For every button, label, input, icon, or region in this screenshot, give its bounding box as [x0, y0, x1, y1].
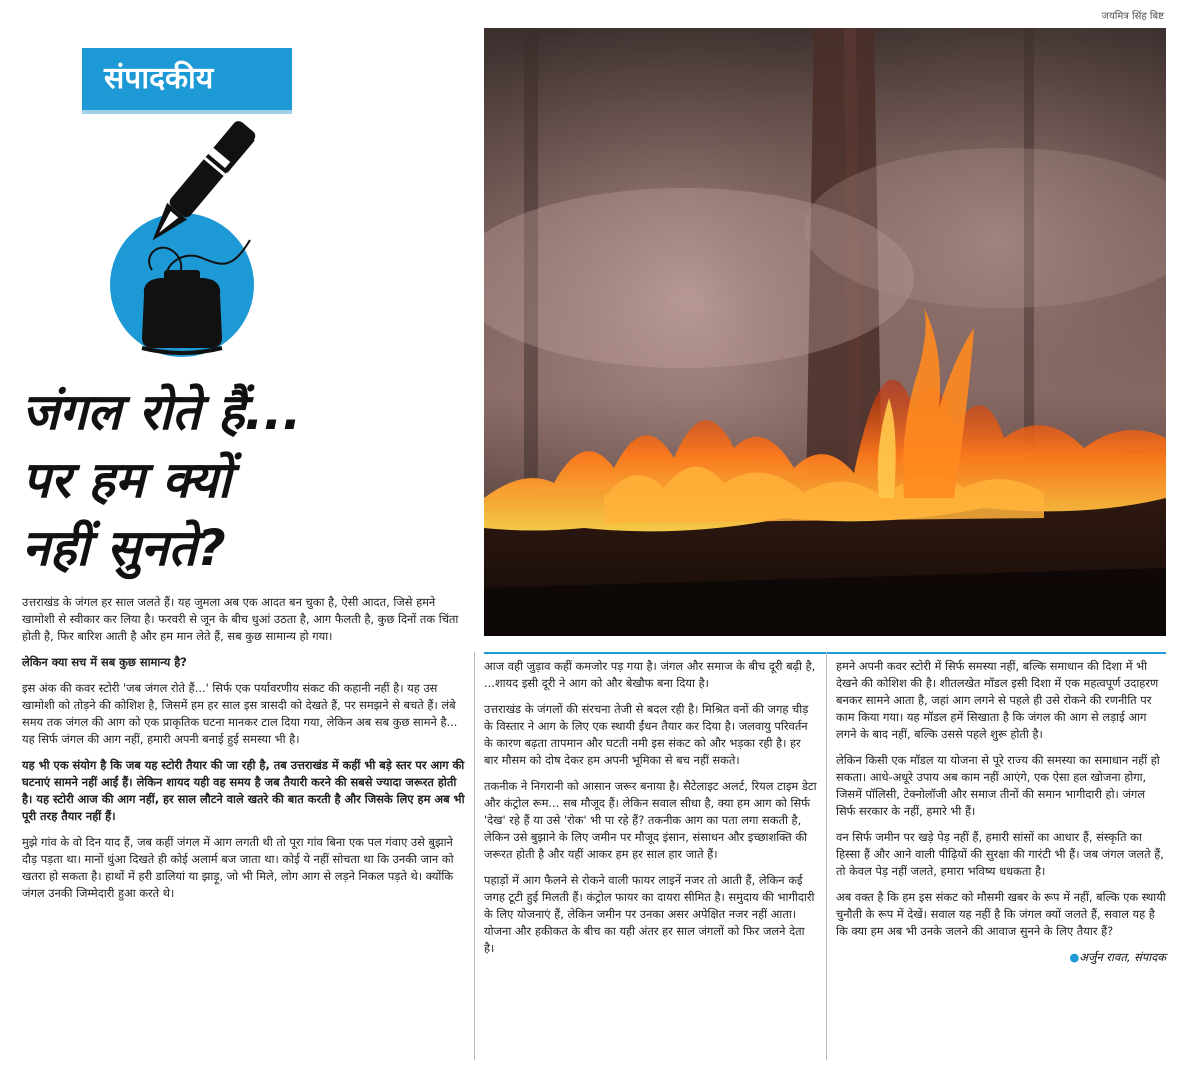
paragraph: उत्तराखंड के जंगल हर साल जलते हैं। यह जुमला अब एक आदत बन चुका है, ऐसी आदत, जिसे हमने खामोशी से स्वीकार कर लिया है। फरवरी से जून के बीच धुआं उठता है, आग फैलती है, कुछ दिनों तक चिंता होती है, फिर बारिश आती है और हम मान लेते हैं, सब कुछ सामान्य हो गया।	[22, 595, 459, 643]
paragraph-question: लेकिन क्या सच में सब कुछ सामान्य है?	[22, 655, 187, 669]
article-column-3	[836, 658, 1166, 966]
article-column-1	[22, 594, 468, 911]
paragraph: अब वक्त है कि हम इस संकट को मौसमी खबर के रूप में नहीं, बल्कि एक स्थायी चुनौती के रूप में देखें। सवाल यह नहीं है कि जंगल क्यों जलते हैं, सवाल यह है कि क्या हम अब भी उनके जलने की आवाज सुनने के लिए तैयार हैं?	[836, 890, 1166, 938]
paragraph: तकनीक ने निगरानी को आसान जरूर बनाया है। सैटेलाइट अलर्ट, रियल टाइम डेटा और कंट्रोल रूम... सब मौजूद हैं। लेकिन सवाल सीधा है, क्या हम आग को सिर्फ 'देख' रहे हैं या उसे 'रोक' भी पा रहे हैं? तकनीक आग का पता लगा सकती है, लेकिन उसे बुझाने के लिए जमीन पर मौजूद इंसान, संसाधन और इच्छाशक्ति की जरूरत होती है और यहीं आकर हम हर साल हार जाते हैं।	[484, 779, 817, 861]
paragraph: वन सिर्फ जमीन पर खड़े पेड़ नहीं हैं, हमारी सांसों का आधार हैं, संस्कृति का हिस्सा हैं और आने वाली पीढ़ियों की सुरक्षा की गारंटी भी हैं। जब जंगल जलते हैं, तो केवल पेड़ नहीं जलते, हमारा भविष्य धधकता है।	[836, 830, 1164, 878]
paragraph: लेकिन किसी एक मॉडल या योजना से पूरे राज्य की समस्या का समाधान नहीं हो सकता। आधे-अधूरे उपाय अब काम नहीं आएंगे, एक ऐसा हल खोजना होगा, जिसमें पॉलिसी, टेक्नोलॉजी और समाज तीनों की समान भागीदारी हो। जंगल सिर्फ सरकार के नहीं, हमारे भी हैं।	[836, 753, 1160, 818]
article-column-2	[484, 658, 818, 966]
columns-top-rule	[484, 652, 1166, 654]
section-label-underline	[82, 110, 292, 114]
signature-text: अर्जुन रावत, संपादक	[1079, 950, 1166, 964]
paragraph: हमने अपनी कवर स्टोरी में सिर्फ समस्या नहीं, बल्कि समाधान की दिशा में भी देखने की कोशिश की है। शीतलखेत मॉडल इसी दिशा में एक महत्वपूर्ण उदाहरण बनकर सामने आता है, जहां आग लगने से पहले ही उसे रोकने की रणनीति पर काम किया गया। यह मॉडल हमें सिखाता है कि जंगल की आग से लड़ाई आग लगने के बाद नहीं, बल्कि उससे पहले शुरू होती है।	[836, 659, 1159, 741]
paragraph: मुझे गांव के वो दिन याद हैं, जब कहीं जंगल में आग लगती थी तो पूरा गांव बिना एक पल गंवाए उसे बुझाने दौड़ पड़ता था। मानों धुंआ दिखते ही कोई अलार्म बज जाता था। कोई ये नहीं सोचता था कि उनकी जान को खतरा हो सकता है। हाथों में हरी डालियां या झाड़ू, जो भी मिले, लोग आग से लड़ने निकल पड़ते थे। क्योंकि जंगल उनकी जिम्मेदारी हुआ करते थे।	[22, 835, 454, 900]
paragraph-highlight: यह भी एक संयोग है कि जब यह स्टोरी तैयार की जा रही है, तब उत्तराखंड में कहीं भी बड़े स्तर पर आग की घटनाएं सामने नहीं आईं हैं। लेकिन शायद यही वह समय है जब तैयारी करने की सबसे ज्यादा जरूरत होती है। यह स्टोरी आज की आग नहीं, हर साल लौटने वाले खतरे की बात करती है और जिसके लिए हम अब भी पूरी तरह तैयार नहीं हैं।	[22, 758, 465, 823]
headline-line-1: जंगल रोते हैं...	[22, 383, 302, 441]
section-label: संपादकीय	[82, 48, 292, 110]
editor-signature	[836, 949, 1166, 966]
headline-line-3: नहीं सुनते?	[22, 519, 226, 577]
column-divider-1	[474, 652, 475, 1060]
pen-inkwell-icon	[82, 120, 282, 360]
paragraph: इस अंक की कवर स्टोरी 'जब जंगल रोते हैं...' सिर्फ एक पर्यावरणीय संकट की कहानी नहीं है। यह उस खामोशी को तोड़ने की कोशिश है, जिसमें हम हर साल इस त्रासदी को देखते हैं, पर समझने से बचते हैं। लंबे समय तक जंगल की आग को एक प्राकृतिक घटना मानकर टाल दिया गया, लेकिन अब सब कुछ सामने है... यह सिर्फ जंगल की आग नहीं, हमारी अपनी बनाई हुई समस्या भी है।	[22, 681, 458, 746]
photo-credit: जयमित्र सिंह बिष्ट	[1101, 11, 1164, 22]
paragraph: उत्तराखंड के जंगलों की संरचना तेजी से बदल रही है। मिश्रित वनों की जगह चीड़ के विस्तार ने आग के लिए एक स्थायी ईंधन तैयार कर दिया है। जलवायु परिवर्तन के कारण बढ़ता तापमान और घटती नमी इस संकट को और भड़का रही है। हर बार मौसम को दोष देकर हम अपनी भूमिका से बच नहीं सकते।	[484, 702, 809, 767]
paragraph: पहाड़ों में आग फैलने से रोकने वाली फायर लाइनें नजर तो आती हैं, लेकिन कई जगह टूटी हुई मिलती हैं। कंट्रोल फायर का दायरा सीमित है। समुदाय की भागीदारी के लिए योजनाएं हैं, लेकिन जमीन पर उनका असर अपेक्षित नजर नहीं आता। योजना और हकीकत के बीच का यही अंतर हर साल जंगलों को फिर जलने देता है।	[484, 873, 815, 955]
forest-fire-photo	[484, 28, 1166, 636]
bullet-dot-icon: ●	[1069, 950, 1080, 964]
headline	[22, 378, 462, 582]
column-divider-2	[826, 652, 827, 1060]
paragraph: आज वही जुड़ाव कहीं कमजोर पड़ गया है। जंगल और समाज के बीच दूरी बढ़ी है, ...शायद इसी दूरी ने आग को और बेखौफ बना दिया है।	[484, 659, 816, 690]
headline-line-2: पर हम क्यों	[22, 451, 231, 509]
